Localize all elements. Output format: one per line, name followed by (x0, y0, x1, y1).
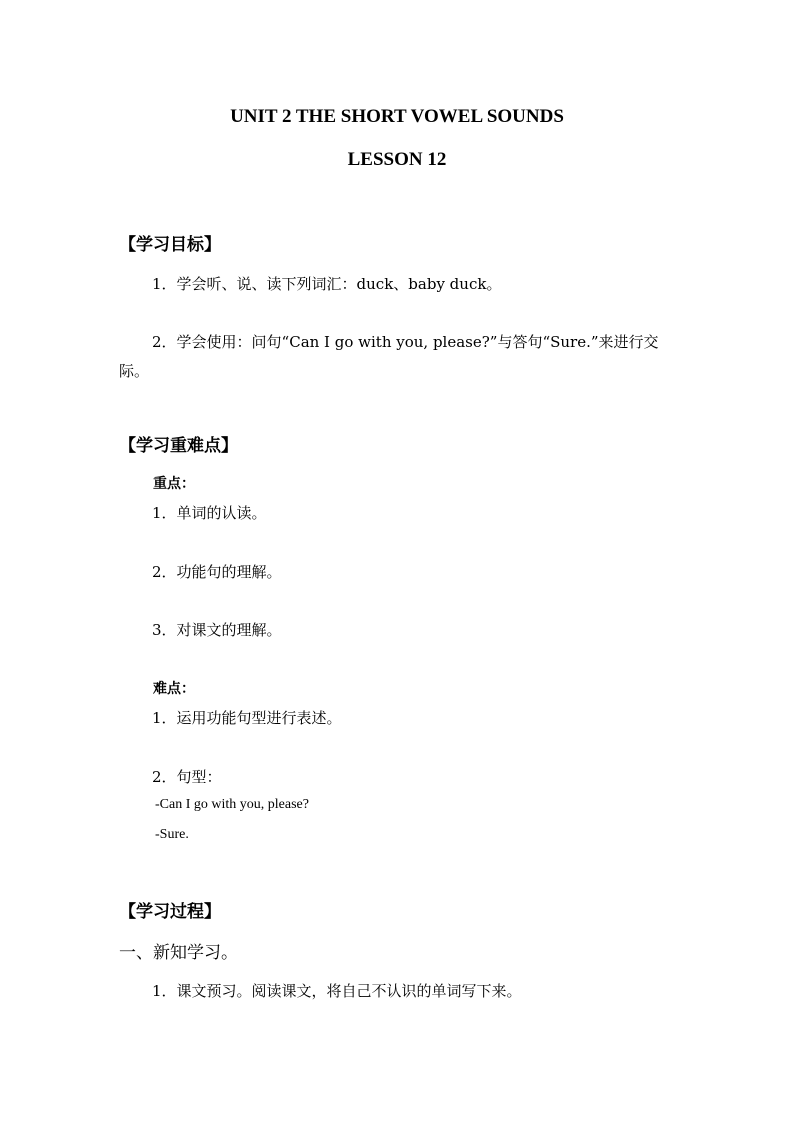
difficult-point-item-1: 1．运用功能句型进行表述。 (152, 709, 342, 727)
key-points-label: 重点： (153, 476, 195, 492)
key-point-item-2: 2．功能句的理解。 (152, 563, 282, 581)
dialogue-line-answer: -Sure. (155, 827, 189, 842)
objective-item-2-continued: 际。 (119, 362, 150, 380)
difficult-point-item-2: 2．句型： (152, 768, 222, 786)
document-title: UNIT 2 THE SHORT VOWEL SOUNDS (230, 106, 564, 127)
section-heading-key-points: 【学习重难点】 (119, 436, 238, 456)
objective-item-2: 2．学会使用：问句“Can I go with you, please?”与答句“Sure.”来进行交 (152, 333, 659, 351)
objective-item-1: 1．学会听、说、读下列词汇：duck、baby duck。 (152, 275, 502, 293)
key-point-item-3: 3．对课文的理解。 (152, 621, 282, 639)
process-step-1: 1．课文预习。阅读课文，将自己不认识的单词写下来。 (152, 982, 522, 1000)
lesson-title: LESSON 12 (347, 149, 447, 170)
section-heading-process: 【学习过程】 (119, 902, 221, 922)
process-part-1: 一、新知学习。 (119, 943, 238, 963)
section-heading-objectives: 【学习目标】 (119, 235, 221, 255)
difficult-points-label: 难点： (153, 681, 195, 697)
key-point-item-1: 1．单词的认读。 (152, 504, 267, 522)
dialogue-line-question: -Can I go with you, please? (155, 797, 309, 812)
